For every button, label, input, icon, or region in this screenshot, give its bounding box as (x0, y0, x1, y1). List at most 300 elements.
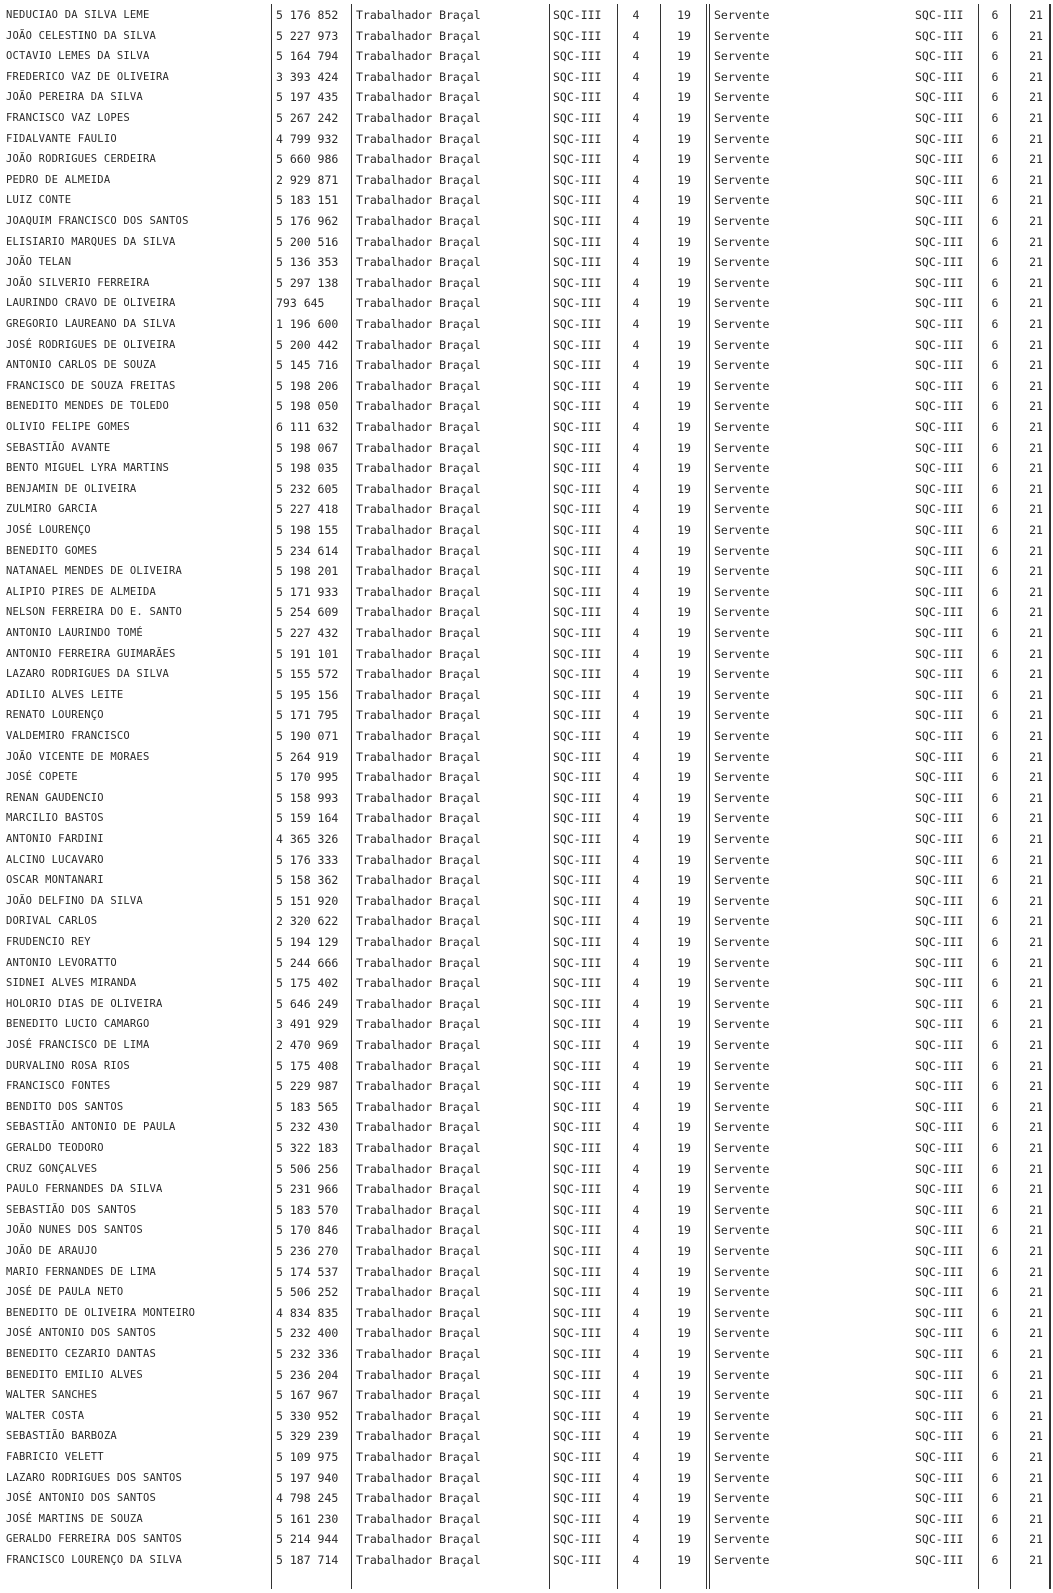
table-row (0, 541, 1053, 562)
current-level: 4 (632, 358, 640, 373)
registration-number: 5 198 201 (276, 564, 339, 579)
table-row (0, 726, 1053, 747)
new-class: SQC-III (915, 790, 964, 805)
new-reference: 21 (1029, 790, 1043, 805)
current-reference: 19 (677, 667, 691, 682)
new-position: Servente (714, 131, 770, 146)
current-reference: 19 (677, 358, 691, 373)
new-reference: 21 (1029, 1141, 1043, 1155)
table-row (0, 335, 1053, 356)
table-row (0, 1468, 1053, 1489)
table-row (0, 1385, 1053, 1406)
new-class: SQC-III (915, 667, 964, 682)
table-row (0, 1447, 1053, 1468)
new-position: Servente (714, 1511, 770, 1526)
registration-number: 5 264 919 (276, 749, 339, 764)
employee-name: JOSÉ ANTONIO DOS SANTOS (6, 1492, 156, 1505)
employee-name: JOÃO TELAN (6, 256, 72, 269)
new-level: 6 (991, 1408, 999, 1423)
table-row (0, 1406, 1053, 1427)
current-class: SQC-III (553, 1388, 602, 1403)
new-class: SQC-III (915, 1532, 964, 1547)
new-reference: 21 (1029, 1305, 1043, 1320)
employee-name: ANTONIO FERREIRA GUIMARÃES (6, 647, 176, 660)
current-class: SQC-III (553, 193, 602, 208)
new-level: 6 (991, 152, 999, 167)
current-position: Trabalhador Braçal (356, 543, 481, 558)
current-level: 4 (632, 667, 640, 682)
table-row (0, 1509, 1053, 1530)
current-class: SQC-III (553, 564, 602, 579)
registration-number: 5 646 249 (276, 996, 339, 1011)
current-reference: 19 (677, 749, 691, 764)
current-reference: 19 (677, 605, 691, 620)
employee-name: GREGORIO LAUREANO DA SILVA (6, 318, 176, 330)
current-level: 4 (632, 234, 640, 249)
current-level: 4 (632, 1079, 640, 1094)
new-position: Servente (714, 1120, 770, 1135)
new-class: SQC-III (915, 481, 964, 496)
new-position: Servente (714, 378, 770, 393)
employee-name: WALTER COSTA (6, 1409, 85, 1422)
new-class: SQC-III (915, 873, 964, 888)
current-position: Trabalhador Braçal (356, 1326, 481, 1341)
current-level: 4 (632, 8, 640, 22)
registration-number: 5 254 609 (276, 605, 339, 620)
current-position: Trabalhador Braçal (356, 1553, 481, 1567)
current-reference: 19 (677, 1223, 691, 1238)
current-class: SQC-III (553, 399, 602, 414)
new-level: 6 (991, 564, 999, 579)
new-class: SQC-III (915, 1264, 964, 1279)
new-class: SQC-III (915, 687, 964, 702)
new-reference: 21 (1029, 1244, 1043, 1258)
new-position: Servente (714, 729, 770, 743)
registration-number: 4 365 326 (276, 832, 339, 846)
current-class: SQC-III (553, 296, 602, 311)
new-position: Servente (714, 8, 770, 22)
current-reference: 19 (677, 893, 691, 908)
new-position: Servente (714, 90, 770, 105)
new-reference: 21 (1029, 8, 1043, 22)
current-class: SQC-III (553, 1058, 602, 1073)
employee-name: NEDUCIAO DA SILVA LEME (6, 9, 150, 21)
current-position: Trabalhador Braçal (356, 131, 481, 146)
new-reference: 21 (1029, 584, 1043, 599)
table-row (0, 1262, 1053, 1283)
employee-name: FRANCISCO FONTES (6, 1080, 111, 1093)
registration-number: 5 227 432 (276, 626, 339, 640)
new-class: SQC-III (915, 543, 964, 558)
current-position: Trabalhador Braçal (356, 296, 481, 311)
current-class: SQC-III (553, 172, 602, 187)
table-row (0, 26, 1053, 47)
employee-name: HOLORIO DIAS DE OLIVEIRA (6, 997, 163, 1010)
current-level: 4 (632, 378, 640, 393)
new-level: 6 (991, 584, 999, 599)
table-row (0, 1365, 1053, 1386)
new-level: 6 (991, 914, 999, 929)
current-position: Trabalhador Braçal (356, 90, 481, 105)
new-class: SQC-III (915, 832, 964, 846)
current-class: SQC-III (553, 893, 602, 908)
table-row (0, 891, 1053, 912)
new-position: Servente (714, 1532, 770, 1547)
table-row (0, 129, 1053, 150)
new-position: Servente (714, 955, 770, 970)
current-class: SQC-III (553, 811, 602, 826)
registration-number: 5 198 050 (276, 399, 339, 414)
current-level: 4 (632, 193, 640, 208)
new-class: SQC-III (915, 399, 964, 414)
current-class: SQC-III (553, 214, 602, 228)
employee-name: JOÃO DE ARAUJO (6, 1245, 98, 1257)
new-reference: 21 (1029, 131, 1043, 146)
new-level: 6 (991, 770, 999, 785)
employee-name: JOÃO PEREIRA DA SILVA (6, 91, 143, 104)
new-class: SQC-III (915, 1120, 964, 1135)
new-position: Servente (714, 1470, 770, 1485)
current-position: Trabalhador Braçal (356, 317, 481, 331)
current-level: 4 (632, 749, 640, 764)
new-class: SQC-III (915, 317, 964, 331)
new-level: 6 (991, 1491, 999, 1506)
employee-name: LAURINDO CRAVO DE OLIVEIRA (6, 297, 176, 310)
new-position: Servente (714, 1450, 770, 1464)
table-row (0, 108, 1053, 129)
current-level: 4 (632, 1532, 640, 1547)
registration-number: 5 155 572 (276, 667, 339, 682)
current-position: Trabalhador Braçal (356, 708, 481, 723)
current-class: SQC-III (553, 914, 602, 929)
new-reference: 21 (1029, 1388, 1043, 1403)
current-class: SQC-III (553, 1347, 602, 1361)
new-reference: 21 (1029, 399, 1043, 414)
employee-name: SEBASTIÃO ANTONIO DE PAULA (6, 1121, 176, 1134)
new-reference: 21 (1029, 1264, 1043, 1279)
new-position: Servente (714, 1429, 770, 1444)
current-level: 4 (632, 1161, 640, 1176)
current-reference: 19 (677, 1244, 691, 1258)
new-position: Servente (714, 399, 770, 414)
registration-number: 5 164 794 (276, 49, 339, 64)
current-class: SQC-III (553, 1202, 602, 1217)
registration-number: 3 393 424 (276, 69, 339, 84)
new-class: SQC-III (915, 605, 964, 620)
new-level: 6 (991, 605, 999, 620)
new-reference: 21 (1029, 832, 1043, 846)
new-level: 6 (991, 1450, 999, 1464)
new-position: Servente (714, 893, 770, 908)
current-level: 4 (632, 605, 640, 620)
table-row (0, 1550, 1053, 1571)
current-reference: 19 (677, 1182, 691, 1197)
current-position: Trabalhador Braçal (356, 275, 481, 290)
new-reference: 21 (1029, 543, 1043, 558)
registration-number: 2 470 969 (276, 1038, 339, 1052)
new-position: Servente (714, 935, 770, 949)
new-level: 6 (991, 481, 999, 496)
current-level: 4 (632, 131, 640, 146)
table-row (0, 644, 1053, 665)
new-class: SQC-III (915, 1099, 964, 1114)
new-level: 6 (991, 69, 999, 84)
current-class: SQC-III (553, 1182, 602, 1197)
current-position: Trabalhador Braçal (356, 1305, 481, 1320)
current-class: SQC-III (553, 481, 602, 496)
employee-name: DORIVAL CARLOS (6, 915, 98, 928)
new-class: SQC-III (915, 1450, 964, 1464)
new-position: Servente (714, 1099, 770, 1114)
new-reference: 21 (1029, 1532, 1043, 1547)
table-row (0, 499, 1053, 520)
new-level: 6 (991, 955, 999, 970)
new-class: SQC-III (915, 1141, 964, 1155)
new-reference: 21 (1029, 605, 1043, 620)
new-level: 6 (991, 1347, 999, 1361)
new-class: SQC-III (915, 1491, 964, 1506)
employee-name: JOÃO NUNES DOS SANTOS (6, 1224, 143, 1237)
current-class: SQC-III (553, 543, 602, 558)
current-level: 4 (632, 420, 640, 434)
current-reference: 19 (677, 8, 691, 22)
new-level: 6 (991, 873, 999, 888)
current-level: 4 (632, 296, 640, 311)
table-row (0, 1529, 1053, 1550)
current-level: 4 (632, 832, 640, 846)
table-row (0, 252, 1053, 273)
current-class: SQC-III (553, 832, 602, 846)
table-row (0, 479, 1053, 500)
new-reference: 21 (1029, 193, 1043, 208)
new-reference: 21 (1029, 1470, 1043, 1485)
new-class: SQC-III (915, 1017, 964, 1032)
table-row (0, 417, 1053, 438)
current-level: 4 (632, 399, 640, 414)
new-class: SQC-III (915, 8, 964, 22)
current-position: Trabalhador Braçal (356, 1058, 481, 1073)
new-position: Servente (714, 976, 770, 991)
new-level: 6 (991, 1182, 999, 1197)
current-position: Trabalhador Braçal (356, 1491, 481, 1506)
new-class: SQC-III (915, 420, 964, 434)
new-class: SQC-III (915, 1511, 964, 1526)
new-reference: 21 (1029, 1347, 1043, 1361)
current-class: SQC-III (553, 1408, 602, 1423)
current-class: SQC-III (553, 1429, 602, 1444)
new-reference: 21 (1029, 1120, 1043, 1135)
new-class: SQC-III (915, 502, 964, 517)
employee-name: CRUZ GONÇALVES (6, 1162, 98, 1175)
current-class: SQC-III (553, 275, 602, 290)
current-reference: 19 (677, 1347, 691, 1361)
current-reference: 19 (677, 523, 691, 537)
new-position: Servente (714, 172, 770, 187)
current-class: SQC-III (553, 1367, 602, 1382)
current-position: Trabalhador Braçal (356, 1141, 481, 1155)
employee-name: ADILIO ALVES LEITE (6, 688, 124, 701)
new-position: Servente (714, 502, 770, 517)
new-reference: 21 (1029, 1326, 1043, 1341)
current-class: SQC-III (553, 873, 602, 888)
new-class: SQC-III (915, 955, 964, 970)
current-position: Trabalhador Braçal (356, 461, 481, 476)
new-level: 6 (991, 502, 999, 517)
new-level: 6 (991, 523, 999, 537)
current-reference: 19 (677, 955, 691, 970)
new-position: Servente (714, 626, 770, 640)
current-reference: 19 (677, 214, 691, 228)
table-row (0, 561, 1053, 582)
current-level: 4 (632, 502, 640, 517)
current-level: 4 (632, 790, 640, 805)
table-row (0, 932, 1053, 953)
table-row (0, 870, 1053, 891)
new-reference: 21 (1029, 564, 1043, 579)
new-reference: 21 (1029, 1367, 1043, 1382)
current-reference: 19 (677, 1305, 691, 1320)
new-position: Servente (714, 543, 770, 558)
current-reference: 19 (677, 234, 691, 249)
current-position: Trabalhador Braçal (356, 1367, 481, 1382)
new-position: Servente (714, 1388, 770, 1403)
registration-number: 5 234 614 (276, 543, 339, 558)
new-position: Servente (714, 523, 770, 537)
current-reference: 19 (677, 1553, 691, 1567)
current-position: Trabalhador Braçal (356, 481, 481, 496)
current-position: Trabalhador Braçal (356, 1161, 481, 1176)
new-position: Servente (714, 708, 770, 723)
new-class: SQC-III (915, 193, 964, 208)
current-class: SQC-III (553, 502, 602, 517)
current-reference: 19 (677, 687, 691, 702)
new-level: 6 (991, 976, 999, 991)
current-level: 4 (632, 1285, 640, 1300)
new-level: 6 (991, 996, 999, 1011)
current-position: Trabalhador Braçal (356, 69, 481, 84)
new-position: Servente (714, 1017, 770, 1032)
current-level: 4 (632, 873, 640, 888)
new-reference: 21 (1029, 687, 1043, 702)
new-reference: 21 (1029, 1202, 1043, 1217)
current-reference: 19 (677, 1285, 691, 1300)
table-row (0, 1076, 1053, 1097)
new-class: SQC-III (915, 337, 964, 352)
new-level: 6 (991, 749, 999, 764)
current-class: SQC-III (553, 1326, 602, 1341)
table-row (0, 788, 1053, 809)
new-level: 6 (991, 90, 999, 105)
current-position: Trabalhador Braçal (356, 893, 481, 908)
current-reference: 19 (677, 1429, 691, 1444)
current-class: SQC-III (553, 420, 602, 434)
registration-number: 5 187 714 (276, 1553, 339, 1567)
current-level: 4 (632, 811, 640, 826)
employee-name: BENEDITO CEZARIO DANTAS (6, 1348, 156, 1360)
new-position: Servente (714, 420, 770, 434)
table-row (0, 994, 1053, 1015)
current-reference: 19 (677, 1264, 691, 1279)
new-reference: 21 (1029, 1099, 1043, 1114)
table-row (0, 602, 1053, 623)
current-reference: 19 (677, 1120, 691, 1135)
current-position: Trabalhador Braçal (356, 1532, 481, 1547)
new-position: Servente (714, 481, 770, 496)
current-level: 4 (632, 1017, 640, 1032)
new-level: 6 (991, 1058, 999, 1073)
current-level: 4 (632, 914, 640, 929)
current-class: SQC-III (553, 111, 602, 125)
new-level: 6 (991, 1017, 999, 1032)
current-level: 4 (632, 90, 640, 105)
new-position: Servente (714, 852, 770, 867)
new-level: 6 (991, 1305, 999, 1320)
current-position: Trabalhador Braçal (356, 1470, 481, 1485)
current-position: Trabalhador Braçal (356, 790, 481, 805)
registration-number: 5 195 156 (276, 687, 339, 702)
employee-name: ELISIARIO MARQUES DA SILVA (6, 235, 176, 248)
current-class: SQC-III (553, 1141, 602, 1155)
current-class: SQC-III (553, 729, 602, 743)
current-level: 4 (632, 1450, 640, 1464)
registration-number: 5 330 952 (276, 1408, 339, 1423)
table-row (0, 232, 1053, 253)
new-position: Servente (714, 317, 770, 331)
current-reference: 19 (677, 131, 691, 146)
table-row (0, 376, 1053, 397)
registration-number: 1 196 600 (276, 317, 339, 331)
current-position: Trabalhador Braçal (356, 1202, 481, 1217)
registration-number: 5 198 035 (276, 461, 339, 476)
new-level: 6 (991, 1470, 999, 1485)
registration-number: 5 190 071 (276, 729, 339, 743)
current-class: SQC-III (553, 1161, 602, 1176)
current-reference: 19 (677, 296, 691, 311)
current-class: SQC-III (553, 1038, 602, 1052)
table-row (0, 67, 1053, 88)
employee-name: GERALDO TEODORO (6, 1142, 104, 1154)
current-class: SQC-III (553, 687, 602, 702)
new-level: 6 (991, 1223, 999, 1238)
new-level: 6 (991, 790, 999, 805)
current-position: Trabalhador Braçal (356, 770, 481, 785)
current-level: 4 (632, 1182, 640, 1197)
registration-number: 2 929 871 (276, 172, 339, 187)
new-reference: 21 (1029, 1450, 1043, 1464)
new-class: SQC-III (915, 893, 964, 908)
current-position: Trabalhador Braçal (356, 111, 481, 125)
new-class: SQC-III (915, 914, 964, 929)
employee-name: ALIPIO PIRES DE ALMEIDA (6, 585, 156, 598)
current-class: SQC-III (553, 1120, 602, 1135)
new-position: Servente (714, 1491, 770, 1506)
current-class: SQC-III (553, 1470, 602, 1485)
current-class: SQC-III (553, 49, 602, 64)
current-reference: 19 (677, 708, 691, 723)
new-reference: 21 (1029, 1161, 1043, 1176)
new-level: 6 (991, 1244, 999, 1258)
new-reference: 21 (1029, 996, 1043, 1011)
table-row (0, 1138, 1053, 1159)
new-reference: 21 (1029, 111, 1043, 125)
employee-name: JOSÉ LOURENÇO (6, 524, 91, 536)
registration-number: 5 232 430 (276, 1120, 339, 1135)
current-class: SQC-III (553, 852, 602, 867)
new-class: SQC-III (915, 152, 964, 167)
new-position: Servente (714, 1367, 770, 1382)
current-reference: 19 (677, 564, 691, 579)
new-position: Servente (714, 584, 770, 599)
